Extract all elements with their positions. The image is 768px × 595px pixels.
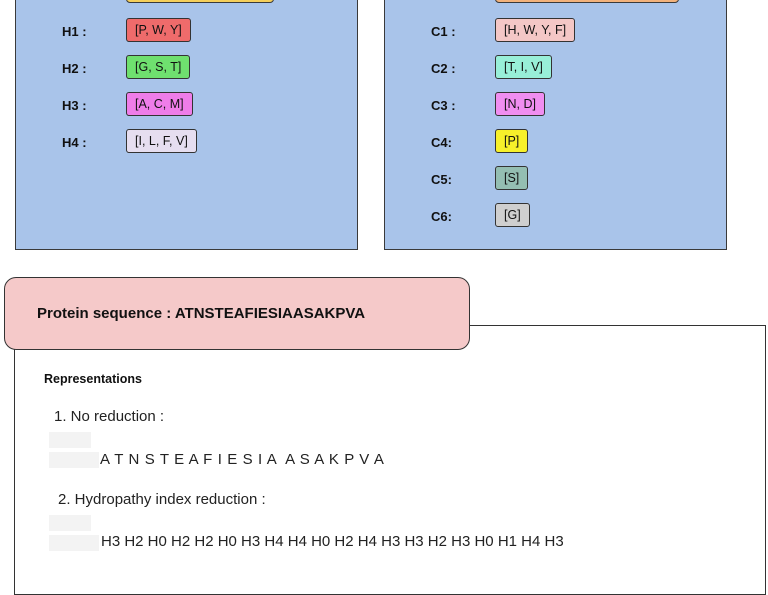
hydropathy-group-row: [62, 18, 182, 44]
representations-title: Representations: [44, 372, 142, 386]
conformation-panel-header-tag: [495, 0, 679, 3]
group-label: C6:: [431, 208, 452, 224]
conformation-group-row: [431, 55, 543, 81]
representation-label: 1. No reduction :: [54, 408, 165, 425]
faded-placeholder: [49, 535, 99, 551]
hydropathy-group-row: [62, 129, 188, 155]
hydropathy-panel-header-tag: [126, 0, 274, 3]
group-members-badge: [I, L, F, V]: [126, 129, 197, 153]
group-label: H4 :: [62, 134, 87, 150]
hydropathy-group-row: [62, 92, 184, 118]
representation-label: 2. Hydropathy index reduction :: [58, 491, 266, 508]
group-members-badge: [G]: [495, 203, 530, 227]
conformation-group-row: [431, 203, 521, 229]
conformation-group-row: [431, 18, 567, 44]
conformation-group-row: [431, 166, 520, 192]
conformation-group-row: [431, 92, 536, 118]
protein-sequence-header: [4, 277, 470, 350]
group-label: H1 :: [62, 23, 87, 39]
group-label: H2 :: [62, 60, 87, 76]
hydropathy-groups-panel: [15, 0, 358, 250]
group-members-badge: [A, C, M]: [126, 92, 193, 116]
group-label: C5:: [431, 171, 452, 187]
hydropathy-group-row: [62, 55, 182, 81]
group-label: C3 :: [431, 97, 456, 113]
group-members-badge: [S]: [495, 166, 528, 190]
representation-value: A T N S T E A F I E S I A A S A K P V A: [100, 451, 385, 468]
conformation-groups-panel: [384, 0, 727, 250]
faded-placeholder: [49, 515, 91, 531]
group-label: C1 :: [431, 23, 456, 39]
representation-value: H3 H2 H0 H2 H2 H0 H3 H4 H4 H0 H2 H4 H3 H3 H2 H3 H0 H1 H4 H3: [101, 533, 564, 550]
faded-placeholder: [49, 432, 91, 448]
group-label: C4:: [431, 134, 452, 150]
group-members-badge: [N, D]: [495, 92, 545, 116]
group-members-badge: [G, S, T]: [126, 55, 190, 79]
group-members-badge: [T, I, V]: [495, 55, 552, 79]
conformation-group-row: [431, 129, 520, 155]
faded-placeholder: [49, 452, 99, 468]
protein-sequence-text: Protein sequence : ATNSTEAFIESIAASAKPVA: [37, 305, 366, 322]
group-members-badge: [H, W, Y, F]: [495, 18, 575, 42]
group-members-badge: [P, W, Y]: [126, 18, 191, 42]
group-members-badge: [P]: [495, 129, 528, 153]
group-label: H3 :: [62, 97, 87, 113]
group-label: C2 :: [431, 60, 456, 76]
